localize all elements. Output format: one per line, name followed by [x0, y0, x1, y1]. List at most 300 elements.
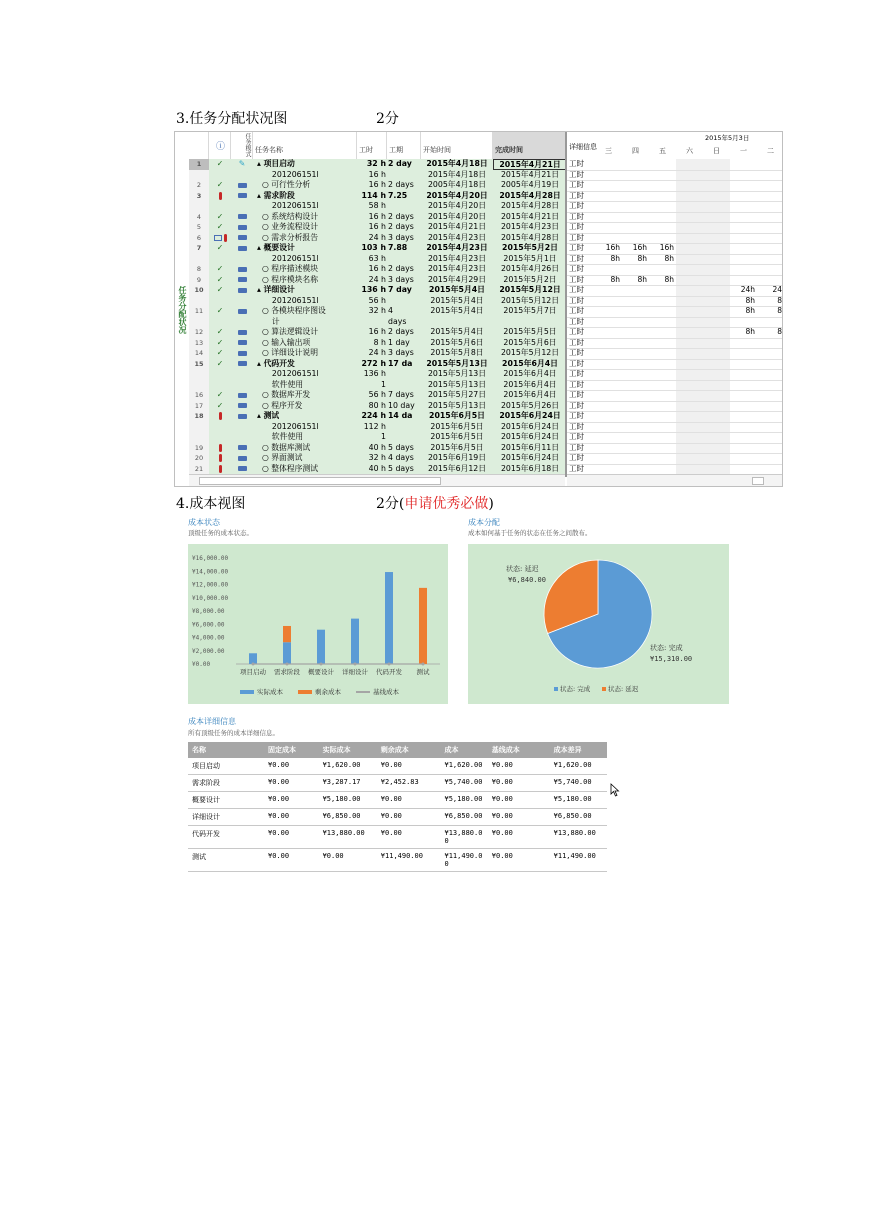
grid-body — [189, 159, 567, 477]
table-row[interactable] — [189, 264, 567, 275]
task-start: 2015年4月20日 — [426, 190, 488, 200]
task-mode-cell — [231, 348, 253, 359]
table-row[interactable] — [189, 411, 567, 422]
table-row[interactable] — [189, 170, 567, 181]
task-name: ○ 程序描述模块 — [257, 264, 319, 273]
row-id: 16 — [189, 390, 209, 401]
task-finish: 2015年6月4日 — [502, 358, 558, 368]
indicator-cell — [209, 411, 231, 422]
task-work: 272 h — [361, 358, 386, 368]
row-id: 10 — [189, 285, 209, 296]
column-header: 成本 — [441, 742, 488, 758]
timescale-row-label: 工时 — [569, 400, 584, 410]
timescale-day: 日 — [713, 147, 720, 155]
task-start: 2015年6月5日 — [429, 411, 485, 420]
table-row[interactable] — [189, 432, 567, 443]
task-work: 16 h — [368, 180, 386, 189]
table-row[interactable] — [189, 401, 567, 412]
work-value: 8h — [745, 295, 755, 305]
complete-check-icon: ✓ — [216, 400, 224, 410]
complete-check-icon: ✓ — [216, 264, 224, 273]
complete-check-icon: ✓ — [216, 222, 224, 231]
table-cell: ¥5,740.00 — [441, 775, 488, 792]
auto-schedule-icon — [238, 445, 247, 450]
task-work: 16 h — [368, 211, 386, 221]
section3-heading — [176, 108, 399, 128]
table-row[interactable] — [189, 275, 567, 286]
bar-remaining — [419, 588, 427, 664]
work-value: 16h — [605, 243, 620, 252]
row-divider — [567, 180, 783, 181]
row-id: 9 — [189, 275, 209, 286]
complete-check-icon: ✓ — [216, 285, 224, 294]
bar-actual — [317, 630, 325, 664]
table-cell: ¥5,180.00 — [319, 792, 377, 809]
table-cell: ¥5,180.00 — [550, 792, 607, 809]
task-name: ▴ 代码开发 — [257, 358, 295, 368]
auto-schedule-icon — [238, 309, 247, 314]
table-cell: ¥1,620.00 — [550, 758, 607, 775]
table-cell: ¥0.00 — [377, 758, 441, 775]
cost-detail-table — [188, 742, 607, 872]
task-start: 2015年5月4日 — [430, 295, 484, 305]
column-header: 剩余成本 — [377, 742, 441, 758]
table-row[interactable] — [189, 191, 567, 202]
timescale-row-label: 工时 — [569, 274, 584, 284]
section3-points: 2分 — [376, 111, 399, 127]
week-label: 2015年5月3日 — [705, 134, 750, 142]
task-start: 2015年5月27日 — [427, 390, 487, 399]
task-work: 24 h — [368, 232, 386, 242]
task-name: ▴ 需求阶段 — [257, 190, 295, 200]
x-tick-label: 测试 — [416, 668, 430, 676]
task-mode-cell — [231, 327, 253, 338]
task-start: 2015年4月18日 — [427, 169, 487, 179]
table-row[interactable] — [189, 359, 567, 370]
task-work: 24 h — [368, 348, 386, 357]
work-value: 24h — [740, 285, 755, 294]
task-finish: 2015年6月24日 — [499, 411, 561, 420]
table-row[interactable] — [189, 201, 567, 212]
task-mode-cell — [231, 264, 253, 275]
task-name: ○ 输入输出项 — [257, 337, 311, 347]
y-tick-label: ¥8,000.00 — [192, 608, 225, 615]
row-divider — [567, 401, 783, 402]
table-cell: ¥0.00 — [264, 849, 319, 872]
table-row[interactable] — [189, 296, 567, 307]
legend-swatch — [298, 690, 312, 694]
timescale-day: 四 — [632, 147, 639, 155]
table-cell: ¥13,880.00 — [550, 826, 607, 849]
task-duration: 2 days — [388, 211, 414, 221]
timescale-row-label: 工时 — [569, 253, 584, 263]
task-duration: 14 da — [388, 411, 413, 420]
task-name: 201206151l — [257, 295, 319, 305]
task-work: 8 h — [373, 337, 386, 347]
task-duration: 2 days — [388, 264, 414, 273]
task-mode-cell — [231, 233, 253, 244]
work-value: 8h — [637, 253, 647, 263]
table-row[interactable] — [189, 317, 567, 328]
task-name: ○ 业务流程设计 — [257, 222, 319, 231]
work-value: 16h — [632, 243, 647, 252]
task-name: ○ 详细设计说明 — [257, 348, 319, 357]
indicator-cell — [209, 369, 231, 380]
table-row[interactable] — [189, 348, 567, 359]
task-finish: 2015年4月28日 — [499, 190, 561, 200]
table-row[interactable] — [189, 453, 567, 464]
task-finish: 2015年6月24日 — [500, 432, 560, 441]
indicator-cell — [209, 464, 231, 475]
task-work: 16 h — [368, 264, 386, 273]
header-work[interactable]: 工时 — [357, 132, 387, 159]
row-divider — [567, 317, 783, 318]
x-tick-label: 详细设计 — [342, 668, 368, 676]
task-finish: 2015年5月12日 — [500, 295, 560, 305]
table-cell: 详细设计 — [188, 809, 264, 826]
table-cell: ¥0.00 — [264, 758, 319, 775]
table-cell: 项目启动 — [188, 758, 264, 775]
task-name: ○ 需求分析报告 — [257, 232, 319, 242]
auto-schedule-icon — [238, 351, 247, 356]
task-work: 16 h — [368, 222, 386, 231]
auto-schedule-icon — [238, 288, 247, 293]
table-row[interactable] — [189, 243, 567, 254]
task-mode-cell — [231, 401, 253, 412]
task-finish — [493, 317, 567, 328]
y-tick-label: ¥10,000.00 — [192, 594, 229, 602]
indicator-cell — [209, 453, 231, 464]
table-row — [188, 826, 607, 849]
task-mode-cell — [231, 212, 253, 223]
task-grid — [189, 132, 567, 477]
row-divider — [567, 201, 783, 202]
table-cell: 概要设计 — [188, 792, 264, 809]
task-mode-cell — [231, 338, 253, 349]
task-finish: 2015年5月2日 — [502, 243, 558, 252]
task-work: 16 h — [368, 327, 386, 336]
work-value: 24 — [772, 285, 782, 294]
row-id: 7 — [189, 243, 209, 254]
table-cell: ¥0.00 — [488, 758, 550, 775]
task-duration: 5 days — [388, 442, 414, 452]
table-row[interactable] — [189, 338, 567, 349]
task-duration: 4 — [388, 306, 393, 315]
column-header: 成本差异 — [550, 742, 607, 758]
task-start: 2015年4月23日 — [427, 264, 487, 273]
table-row[interactable] — [189, 254, 567, 265]
task-work: 63 h — [368, 253, 386, 263]
task-work: 40 h — [368, 463, 386, 473]
row-divider — [567, 338, 783, 339]
task-duration: 3 days — [388, 232, 414, 242]
task-work: 103 h — [361, 243, 386, 252]
header-finish[interactable]: 完成时间 — [493, 132, 567, 159]
auto-schedule-icon — [238, 414, 247, 419]
row-id: 20 — [189, 453, 209, 464]
task-start: 2015年5月6日 — [430, 337, 484, 347]
table-cell: ¥1,620.00 — [319, 758, 377, 775]
timescale-row-label: 工时 — [569, 379, 584, 389]
indicator-cell — [209, 201, 231, 212]
row-id: 18 — [189, 411, 209, 422]
timescale-row-label: 工时 — [569, 411, 584, 420]
task-mode-cell — [231, 411, 253, 422]
task-work: 224 h — [361, 411, 386, 420]
task-mode-cell — [231, 443, 253, 454]
table-cell: ¥3,287.17 — [319, 775, 377, 792]
task-work: 56 h — [368, 295, 386, 305]
task-duration: 7 days — [388, 390, 414, 399]
column-header: 固定成本 — [264, 742, 319, 758]
complete-check-icon: ✓ — [216, 274, 224, 284]
task-start: 2015年4月23日 — [426, 243, 488, 252]
task-start: 2015年6月12日 — [427, 463, 487, 473]
legend-swatch — [602, 687, 606, 691]
table-row[interactable] — [189, 327, 567, 338]
task-work: 56 h — [368, 390, 386, 399]
complete-check-icon: ✓ — [216, 180, 224, 189]
timescale-row-label: 工时 — [569, 358, 584, 368]
task-finish: 2015年4月28日 — [500, 232, 560, 242]
row-id: 11 — [189, 306, 209, 317]
table-row[interactable] — [189, 212, 567, 223]
task-finish: 2015年6月18日 — [500, 463, 560, 473]
task-duration: 7 day — [388, 285, 412, 294]
task-mode-cell — [231, 432, 253, 443]
table-cell: ¥5,180.00 — [441, 792, 488, 809]
row-divider — [567, 411, 783, 412]
task-mode-cell — [231, 170, 253, 181]
legend-label: 实际成本 — [257, 688, 283, 696]
grid-h-scrollbar[interactable] — [189, 474, 565, 486]
legend-swatch — [240, 690, 254, 694]
row-id: 13 — [189, 338, 209, 349]
task-finish: 2015年5月12日 — [500, 348, 560, 357]
table-row — [188, 758, 607, 775]
auto-schedule-icon — [238, 403, 247, 408]
row-id — [189, 170, 209, 181]
timescale-body — [567, 159, 783, 477]
manual-schedule-icon: ✎ — [238, 159, 246, 168]
row-id: 2 — [189, 180, 209, 191]
timescale-row-label: 工时 — [569, 169, 584, 179]
table-row[interactable] — [189, 159, 567, 170]
legend-swatch — [554, 687, 558, 691]
table-row[interactable] — [189, 306, 567, 317]
task-work: 32 h — [368, 306, 386, 315]
cost-distribution-chart — [468, 544, 729, 704]
table-cell: ¥0.00 — [264, 826, 319, 849]
table-cell: ¥5,740.00 — [550, 775, 607, 792]
weekend-shade — [676, 159, 703, 477]
task-start: 2015年4月18日 — [426, 159, 488, 168]
row-divider — [567, 380, 783, 381]
table-cell: ¥13,880.00 — [319, 826, 377, 849]
task-start: 2015年5月13日 — [427, 379, 487, 389]
table-row — [188, 849, 607, 872]
task-start: 2015年6月5日 — [430, 442, 484, 452]
row-id: 4 — [189, 212, 209, 223]
task-start: 2015年6月5日 — [430, 421, 484, 431]
row-divider — [567, 443, 783, 444]
row-id — [189, 317, 209, 328]
row-divider — [567, 264, 783, 265]
task-finish: 2015年4月23日 — [500, 222, 560, 231]
bar-actual — [385, 572, 393, 664]
task-duration — [387, 432, 421, 443]
header-start[interactable]: 开始时间 — [421, 132, 493, 159]
header-name[interactable]: 任务名称 — [253, 132, 357, 159]
table-row[interactable] — [189, 233, 567, 244]
task-name: 201206151l — [257, 201, 319, 210]
task-work: 136 h — [363, 369, 386, 378]
task-start: 2015年5月8日 — [430, 348, 484, 357]
timescale-row-label: 工时 — [569, 327, 584, 336]
indicator-cell — [209, 233, 231, 244]
usage-timescale — [565, 132, 783, 477]
x-tick-label: 代码开发 — [376, 668, 402, 676]
table-row[interactable] — [189, 422, 567, 433]
cost-status-title: 成本状态 — [188, 518, 220, 527]
task-start: 2015年4月20日 — [427, 211, 487, 221]
task-duration: 7.88 — [388, 243, 408, 252]
row-id: 5 — [189, 222, 209, 233]
task-mode-cell — [231, 275, 253, 286]
row-divider — [567, 432, 783, 433]
indicator-cell — [209, 443, 231, 454]
cost-status-svg — [188, 544, 448, 704]
weekend-shade — [703, 159, 730, 477]
task-mode-cell — [231, 243, 253, 254]
task-work: 112 h — [363, 421, 386, 431]
work-value: 8h — [745, 327, 755, 336]
table-row[interactable] — [189, 464, 567, 475]
section4-title: 4.成本视图 — [176, 496, 246, 512]
task-name: ▴ 详细设计 — [257, 285, 295, 294]
table-row — [188, 809, 607, 826]
row-id — [189, 422, 209, 433]
task-name: ▴ 测试 — [257, 411, 280, 420]
bar-actual — [249, 653, 257, 664]
timescale-row-label: 工时 — [569, 285, 584, 294]
task-mode-cell — [231, 464, 253, 475]
task-work: 114 h — [361, 190, 386, 200]
task-finish: 2015年4月28日 — [500, 201, 560, 210]
task-duration: 4 days — [388, 453, 414, 462]
task-duration — [387, 254, 421, 265]
task-finish: 2005年4月19日 — [500, 180, 560, 189]
work-value: 8h — [745, 306, 755, 315]
legend-label: 状态: 延迟 — [608, 685, 639, 693]
header-mode[interactable]: 任务模式 — [231, 132, 253, 159]
task-name: ○ 程序模块名称 — [257, 274, 319, 284]
task-mode-cell — [231, 180, 253, 191]
task-mode-cell — [231, 380, 253, 391]
resource-overallocated-icon — [219, 444, 222, 452]
task-duration: 3 days — [388, 348, 414, 357]
task-finish: 2015年5月12日 — [499, 285, 561, 294]
table-row[interactable] — [189, 285, 567, 296]
work-value: 8h — [610, 274, 620, 284]
work-value: 8 — [777, 295, 782, 305]
header-id — [189, 132, 209, 159]
task-name: ○ 数据库测试 — [257, 442, 311, 452]
task-name: ▴ 项目启动 — [257, 159, 295, 168]
timescale-row-label: 工时 — [569, 453, 584, 462]
y-tick-label: ¥16,000.00 — [192, 555, 229, 562]
task-finish: 2015年4月26日 — [500, 264, 560, 273]
table-header-row — [188, 742, 607, 758]
row-id: 15 — [189, 359, 209, 370]
task-name: ○ 整体程序测试 — [257, 463, 319, 473]
task-start: 2015年5月4日 — [429, 285, 485, 294]
row-divider — [567, 212, 783, 213]
task-duration: 2 days — [388, 222, 414, 231]
task-mode-cell — [231, 201, 253, 212]
indicator-cell — [209, 432, 231, 443]
timescale-day: 五 — [659, 147, 666, 155]
table-row[interactable] — [189, 443, 567, 454]
task-finish: 2015年5月6日 — [503, 337, 557, 347]
task-mode-cell — [231, 369, 253, 380]
table-row[interactable] — [189, 369, 567, 380]
task-mode-cell — [231, 306, 253, 317]
row-id: 14 — [189, 348, 209, 359]
section3-title: 3.任务分配状况图 — [176, 111, 288, 127]
task-work: 1 — [381, 432, 386, 441]
row-id — [189, 254, 209, 265]
task-name: 201206151l — [257, 169, 319, 179]
table-row[interactable] — [189, 222, 567, 233]
task-finish: 2015年4月21日 — [493, 159, 567, 170]
complete-check-icon: ✓ — [216, 327, 224, 336]
table-row[interactable] — [189, 380, 567, 391]
row-divider — [567, 359, 783, 360]
timescale-row-label: 工时 — [569, 180, 584, 189]
task-finish: 2015年6月24日 — [500, 421, 560, 431]
table-cell: ¥2,452.83 — [377, 775, 441, 792]
header-duration[interactable]: 工期 — [387, 132, 421, 159]
task-start: 2015年4月29日 — [427, 274, 487, 284]
timescale-header — [567, 132, 783, 160]
table-row[interactable] — [189, 390, 567, 401]
timescale-row-label: 工时 — [569, 190, 584, 200]
row-id — [189, 201, 209, 212]
indicator-cell — [209, 170, 231, 181]
timescale-h-scrollbar[interactable] — [567, 474, 782, 486]
y-tick-label: ¥4,000.00 — [192, 634, 225, 642]
table-cell: ¥11,490.00 — [550, 849, 607, 872]
header-info-icon[interactable]: ⓘ — [209, 132, 231, 159]
task-start: 2015年5月13日 — [427, 400, 487, 410]
task-work: 136 h — [361, 285, 386, 294]
task-finish: 2015年5月7日 — [503, 306, 557, 315]
task-duration: 7.25 — [388, 190, 408, 200]
section4-highlight: 申请优秀必做 — [404, 496, 489, 512]
row-divider — [567, 390, 783, 391]
table-row[interactable] — [189, 180, 567, 191]
table-cell: ¥13,880.0 0 — [441, 826, 488, 849]
timescale-row-label: 工时 — [569, 463, 584, 473]
x-tick-label: 需求阶段 — [274, 668, 300, 676]
y-tick-label: ¥6,000.00 — [192, 621, 225, 629]
auto-schedule-icon — [238, 183, 247, 188]
task-name: 201206151l — [257, 253, 319, 263]
task-duration: 3 days — [388, 274, 414, 284]
task-duration: 2 days — [388, 327, 414, 336]
resource-overallocated-icon — [224, 234, 227, 242]
